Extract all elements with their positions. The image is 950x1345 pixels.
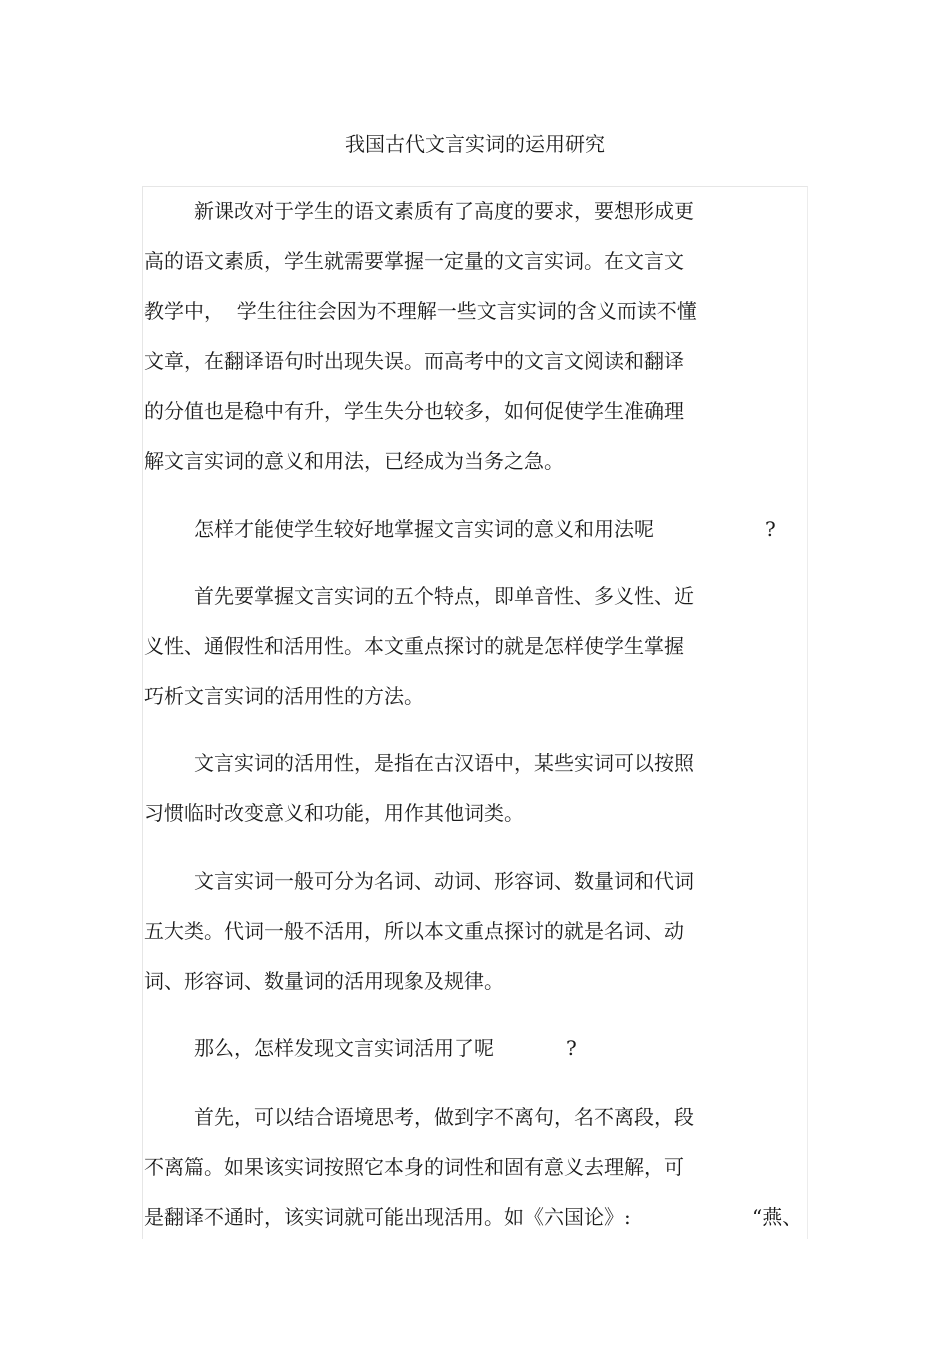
text-line: 新课改对于学生的语文素质有了高度的要求，要想形成更 — [194, 199, 694, 223]
paragraph-5 — [144, 856, 784, 1006]
text-line: 是翻译不通时，该实词就可能出现活用。如《六国论》: — [144, 1205, 631, 1229]
text-line: 五大类。代词一般不活用，所以本文重点探讨的就是名词、动 — [144, 919, 684, 943]
text-line: 的分值也是稳中有升，学生失分也较多，如何促使学生准确理 — [144, 399, 684, 423]
paragraph-7 — [144, 1092, 784, 1242]
paragraph-1 — [144, 186, 784, 486]
text-line: 文言实词一般可分为名词、动词、形容词、数量词和代词 — [194, 869, 694, 893]
text-line: 巧析文言实词的活用性的方法。 — [144, 684, 424, 708]
text-line: 高的语文素质，学生就需要掌握一定量的文言实词。在文言文 — [144, 249, 684, 273]
text-line: 解文言实词的意义和用法，已经成为当务之急。 — [144, 449, 564, 473]
paragraph-6 — [144, 1023, 784, 1073]
text-line: 不离篇。如果该实词按照它本身的词性和固有意义去理解，可 — [144, 1155, 684, 1179]
page-title: 我国古代文言实词的运用研究 — [345, 132, 605, 156]
paragraph-4 — [144, 738, 784, 838]
paragraph-3 — [144, 571, 784, 721]
question-mark: ? — [765, 517, 776, 541]
text-line: 词、形容词、数量词的活用现象及规律。 — [144, 969, 504, 993]
text-line: 习惯临时改变意义和功能，用作其他词类。 — [144, 801, 524, 825]
text-line: 怎样才能使学生较好地掌握文言实词的意义和用法呢 — [194, 517, 654, 541]
paragraph-2 — [144, 504, 784, 554]
text-line: 文言实词的活用性，是指在古汉语中，某些实词可以按照 — [194, 751, 694, 775]
quote-continuation: “燕、 — [752, 1205, 803, 1229]
text-line: 文章，在翻译语句时出现失误。而高考中的文言文阅读和翻译 — [144, 349, 684, 373]
text-line: 教学中， 学生往往会因为不理解一些文言实词的含义而读不懂 — [144, 299, 697, 323]
text-line: 首先，可以结合语境思考，做到字不离句，名不离段，段 — [194, 1105, 694, 1129]
text-line: 义性、通假性和活用性。本文重点探讨的就是怎样使学生掌握 — [144, 634, 684, 658]
text-line: 那么，怎样发现文言实词活用了呢 — [194, 1036, 494, 1060]
question-mark: ? — [566, 1036, 577, 1060]
text-line: 首先要掌握文言实词的五个特点，即单音性、多义性、近 — [194, 584, 694, 608]
